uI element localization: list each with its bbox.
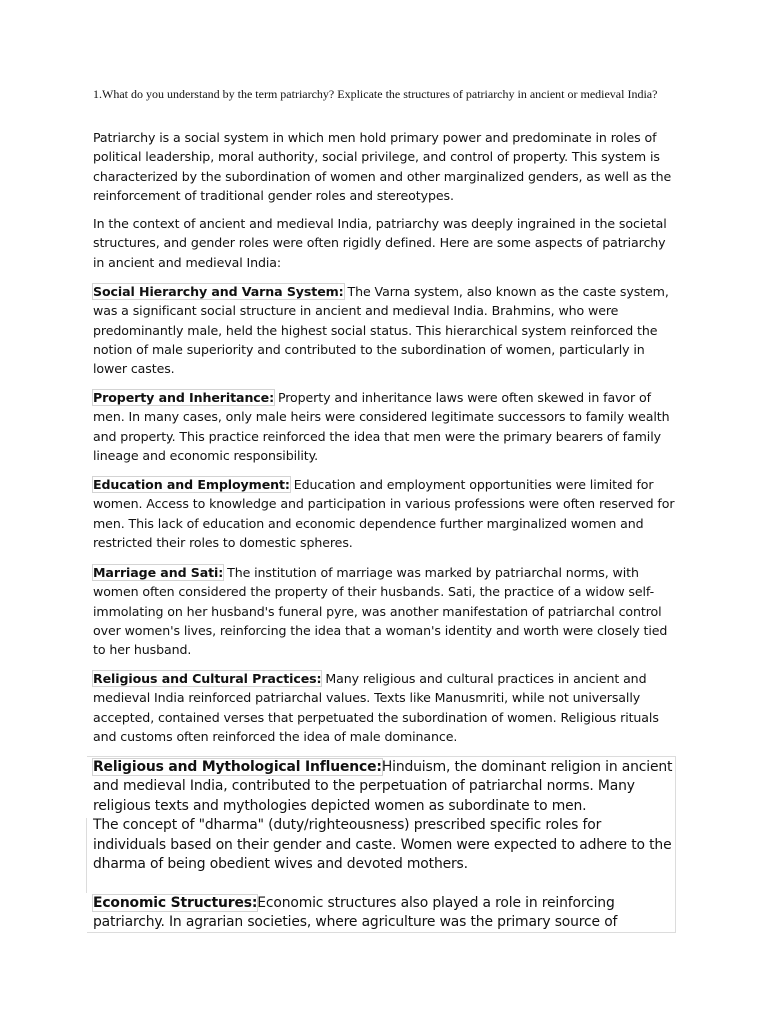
section-text: The institution of marriage was marked by patriarchal norms, with women often considered the property of their husbands. Sati, the practice of a widow self-immolating on her husband's funeral pyre, was another manifestation of patriarchal control over women's lives, reinforcing the idea that a woman's identity and worth were closely tied to her husband. bbox=[93, 565, 668, 658]
section-education bbox=[93, 475, 675, 552]
section-heading: Marriage and Sati: bbox=[93, 565, 224, 580]
box-heading: Religious and Mythological Influence: bbox=[93, 759, 382, 775]
section-heading: Religious and Cultural Practices: bbox=[93, 671, 322, 686]
section-marriage bbox=[93, 563, 675, 659]
section-heading: Property and Inheritance: bbox=[93, 390, 275, 405]
section-text: Property and inheritance laws were often skewed in favor of men. In many cases, only male heirs were considered legitimate successors to family wealth and property. This practice reinforced the idea that men were the primary bearers of family lineage and economic responsibility. bbox=[93, 390, 670, 463]
context-paragraph: In the context of ancient and medieval India, patriarchy was deeply ingrained in the societal structures, and gender roles were often rigidly defined. Here are some aspects of patriarchy in ancient and medieval India: bbox=[93, 216, 667, 270]
box-heading: Economic Structures: bbox=[93, 895, 258, 911]
box-text: Hinduism, the dominant religion in ancient and medieval India, contributed to the perpetuation of patriarchal norms. Many religious texts and mythologies depicted women as subordinate to men. bbox=[93, 759, 673, 814]
box-text-dharma: The concept of "dharma" (duty/righteousness) prescribed specific roles for individuals based on their gender and caste. Women were expected to adhere to the dharma of being obedient wives and devoted mothers. bbox=[93, 817, 672, 873]
section-text: Education and employment opportunities were limited for women. Access to knowledge and participation in various professions were often reserved for men. This lack of education and economic dependence further marginalized women and restricted their roles to domestic spheres. bbox=[93, 477, 675, 550]
section-text: The Varna system, also known as the caste system, was a significant social structure in ancient and medieval India. Brahmins, who were predominantly male, held the highest social status. This hierarchical system reinforced the notion of male superiority and contributed to the subordination of women, particularly in lower castes. bbox=[93, 284, 669, 377]
section-heading: Education and Employment: bbox=[93, 477, 290, 492]
box-text: Economic structures also played a role in reinforcing patriarchy. In agrarian societies, where agriculture was the primary source of bbox=[93, 895, 618, 931]
intro-paragraph: Patriarchy is a social system in which men hold primary power and predominate in roles of political leadership, moral authority, social privilege, and control of property. This system is characterized by the subordination of women and other marginalized genders, as well as the reinforcement of traditional gender roles and stereotypes. bbox=[93, 130, 672, 203]
question-heading: 1.What do you understand by the term patriarchy? Explicate the structures of patriarchy in ancient or medieval India? bbox=[93, 87, 658, 101]
text-box bbox=[87, 756, 676, 933]
section-varna bbox=[93, 282, 675, 378]
section-religious-practices bbox=[93, 669, 675, 746]
box-religious-mythological bbox=[93, 758, 673, 874]
section-property bbox=[93, 388, 675, 465]
box-economic bbox=[93, 894, 673, 933]
section-text: Many religious and cultural practices in ancient and medieval India reinforced patriarchal values. Texts like Manusmriti, while not universally accepted, contained verses that perpetuated the subordination of women. Religious rituals and customs often reinforced the idea of male dominance. bbox=[93, 671, 659, 744]
section-heading: Social Hierarchy and Varna System: bbox=[93, 284, 344, 299]
